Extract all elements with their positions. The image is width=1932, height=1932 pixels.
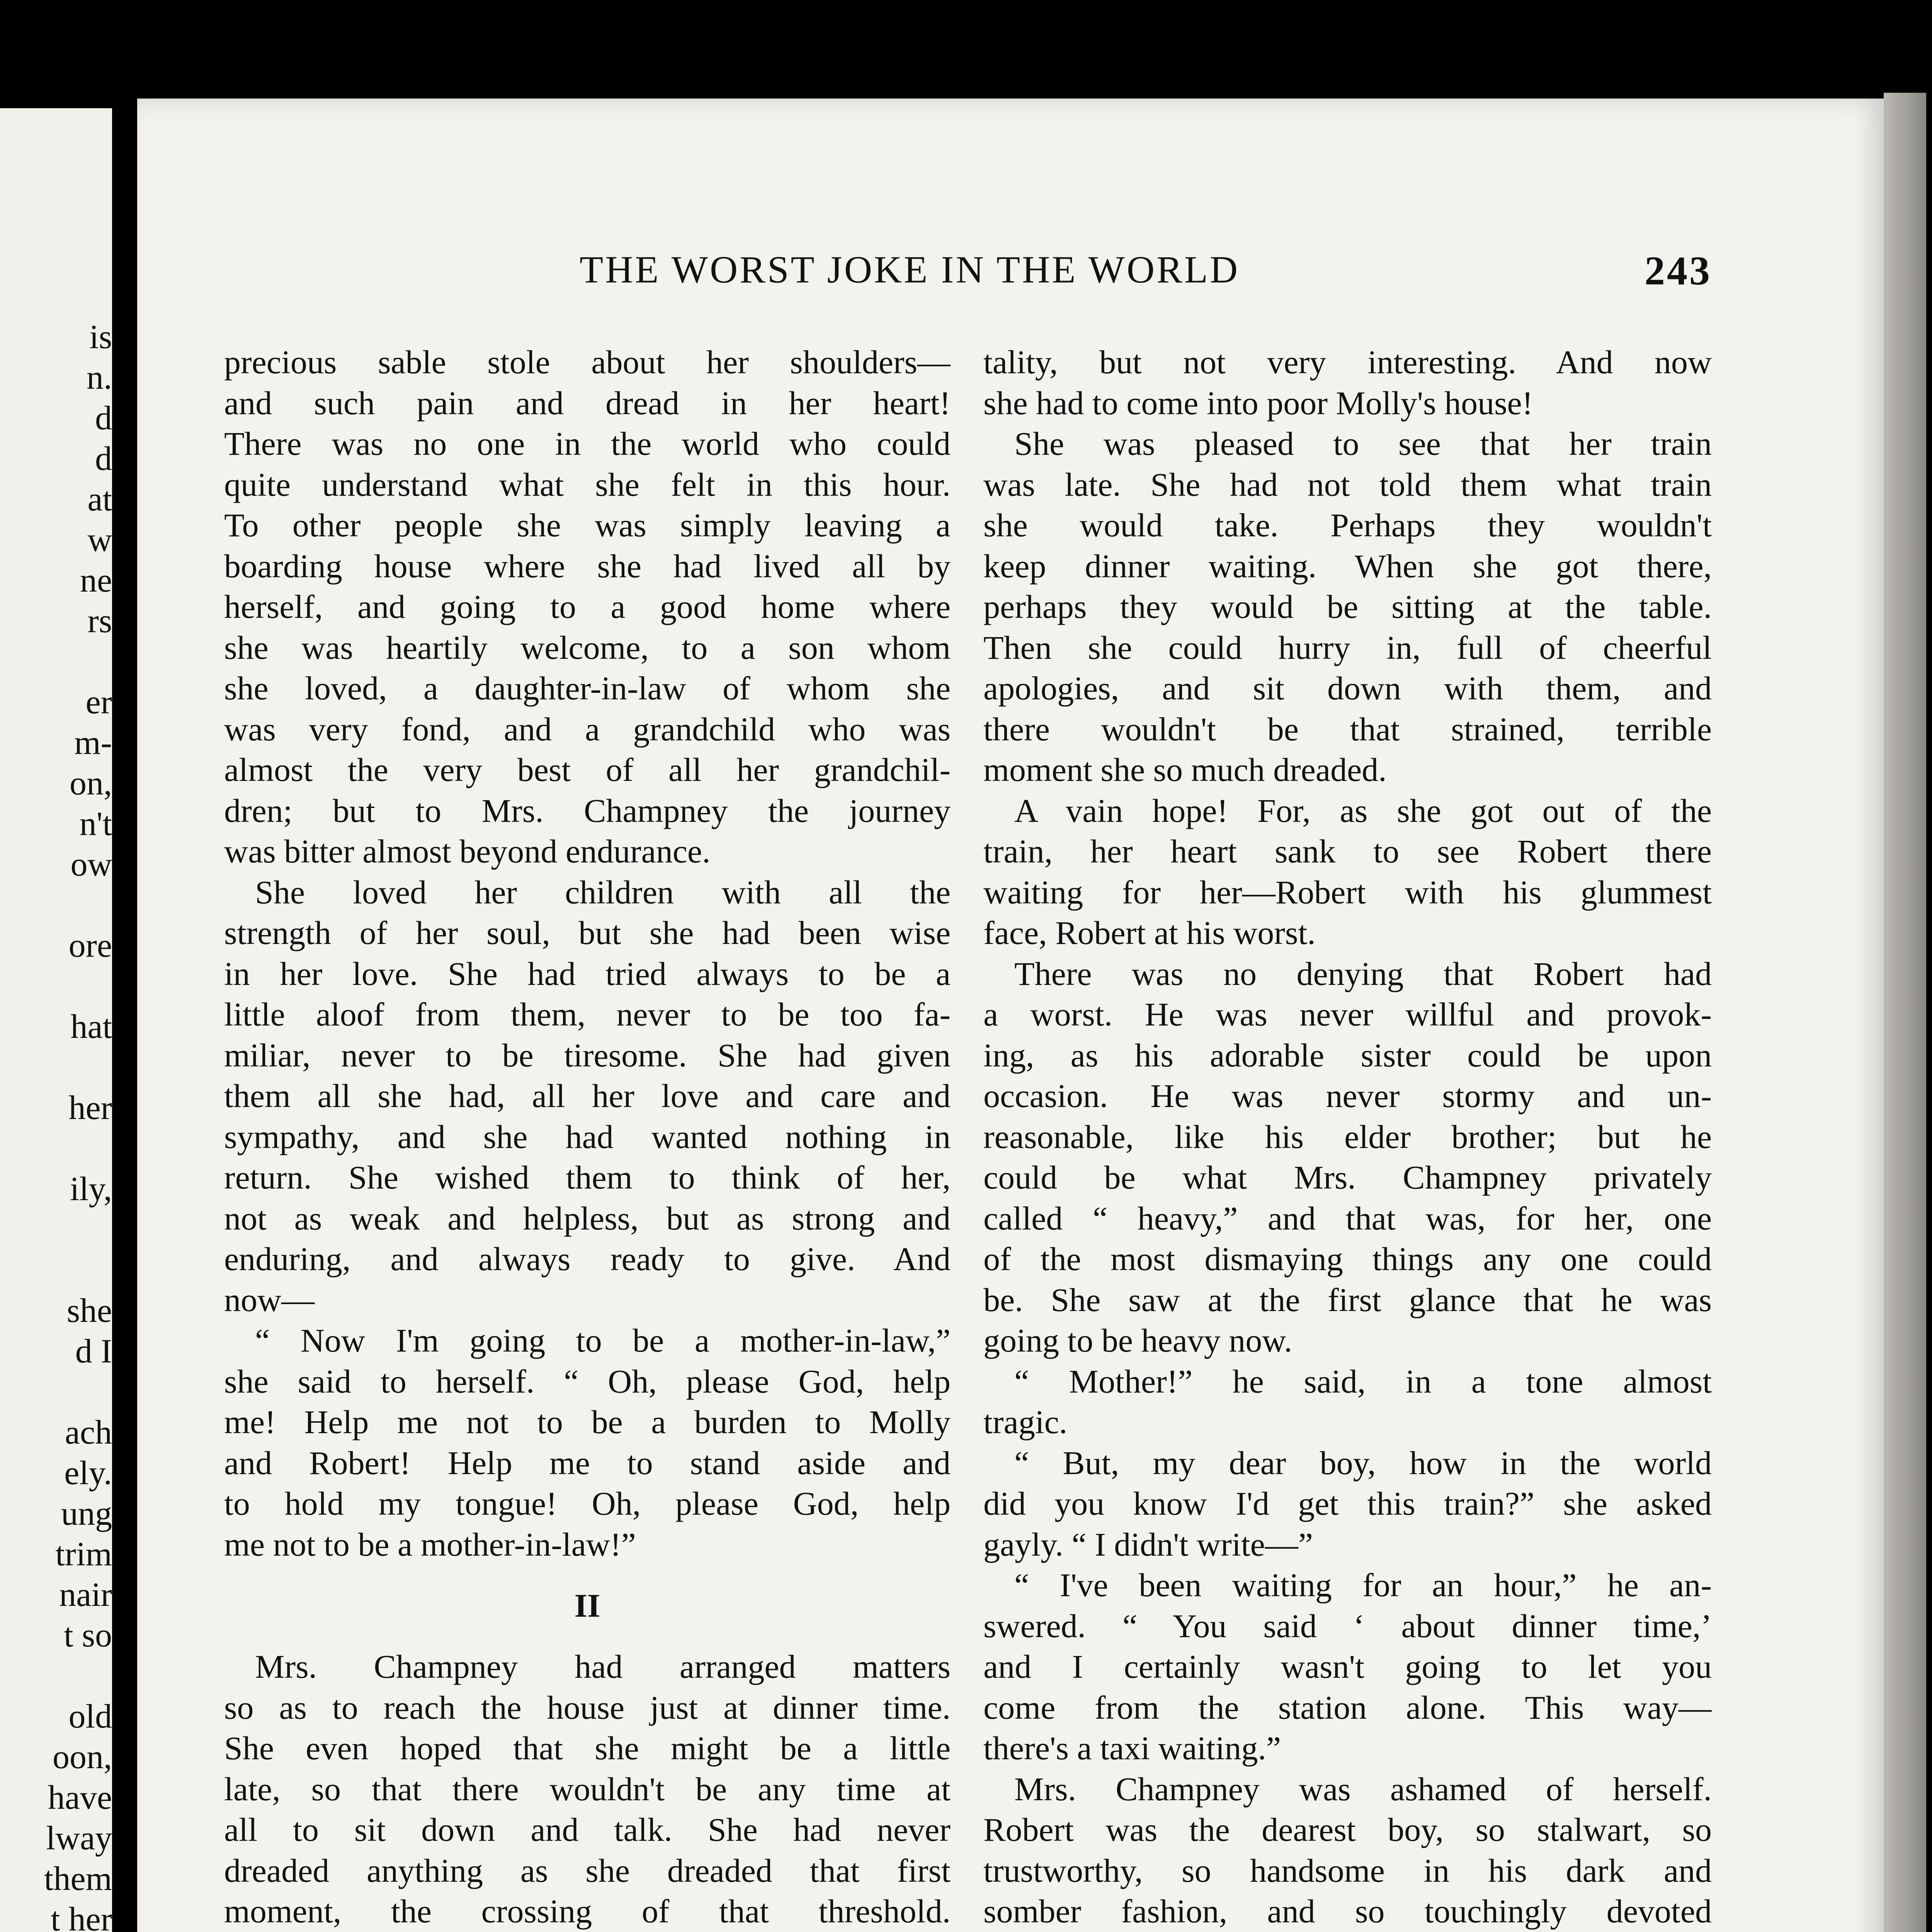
text-line: A vain hope! For, as she got out of the [1014, 792, 1712, 829]
text-line: To other people she was simply leaving a [224, 507, 951, 544]
text-line: Mrs. Champney was ashamed of herself. [1014, 1770, 1712, 1808]
running-title: THE WORST JOKE IN THE WORLD [580, 248, 1240, 291]
previous-page-fragment: is [89, 318, 112, 356]
text-line: moment she so much dreaded. [983, 751, 1387, 788]
previous-page-fragment: ow [70, 846, 112, 883]
previous-page-fragment: trim [55, 1536, 112, 1573]
text-line: Mrs. Champney had arranged matters [255, 1648, 951, 1685]
text-line: to hold my tongue! Oh, please God, help [224, 1485, 951, 1522]
section-heading: II [574, 1587, 600, 1624]
text-line: quite understand what she felt in this hour. [224, 466, 951, 503]
text-line: me! Help me not to be a burden to Molly [224, 1403, 951, 1440]
text-line: waiting for her—Robert with his glummest [983, 873, 1712, 911]
previous-page-fragment: old [68, 1698, 112, 1735]
text-line: not as weak and helpless, but as strong and [224, 1199, 951, 1237]
previous-page-fragment [0, 966, 112, 1007]
text-line: come from the station alone. This way— [983, 1689, 1712, 1726]
text-line: keep dinner waiting. When she got there, [983, 547, 1712, 585]
text-line: and such pain and dread in her heart! [224, 384, 951, 422]
text-line: sympathy, and she had wanted nothing in [224, 1118, 951, 1155]
text-line: she said to herself. “ Oh, please God, help [224, 1362, 951, 1400]
previous-page-fragment: d I [75, 1333, 112, 1370]
text-line: dren; but to Mrs. Champney the journey [224, 792, 951, 829]
text-line: precious sable stole about her shoulders— [224, 344, 951, 381]
text-line: swered. “ You said ‘ about dinner time,’ [983, 1607, 1712, 1645]
text-line: dreaded anything as she dreaded that first [224, 1852, 951, 1889]
text-line: she would take. Perhaps they wouldn't [983, 507, 1712, 544]
text-line: “ Mother!” he said, in a tone almost [1014, 1362, 1712, 1400]
left-column [224, 342, 951, 1932]
text-line: she loved, a daughter-in-law of whom she [224, 670, 951, 707]
previous-page-fragment [0, 1128, 112, 1169]
text-line: “ Now I'm going to be a mother-in-law,” [255, 1322, 951, 1359]
text-line: trustworthy, so handsome in his dark and [983, 1852, 1712, 1889]
text-line: little aloof from them, never to be too fa- [224, 996, 951, 1033]
previous-page-fragment: ach [65, 1414, 112, 1451]
text-line: There was no one in the world who could [224, 425, 951, 462]
previous-page-fragment: have [48, 1779, 112, 1816]
text-line: all to sit down and talk. She had never [224, 1811, 951, 1848]
text-line: somber fashion, and so touchingly devoted [983, 1893, 1712, 1930]
previous-page-text [0, 317, 112, 1932]
text-line: was late. She had not told them what train [983, 466, 1712, 503]
text-line: called “ heavy,” and that was, for her, one [983, 1199, 1712, 1237]
text-line: me not to be a mother-in-law!” [224, 1526, 636, 1563]
book-gutter [112, 0, 139, 1932]
text-line: gayly. “ I didn't write—” [983, 1526, 1313, 1563]
previous-page-fragment: w [87, 521, 112, 559]
text-line: did you know I'd get this train?” she asked [983, 1485, 1712, 1522]
text-line: “ But, my dear boy, how in the world [1014, 1444, 1712, 1481]
text-line: tragic. [983, 1403, 1068, 1440]
previous-page-fragment [0, 1656, 112, 1696]
previous-page-fragment: lway [46, 1820, 112, 1857]
text-line: late, so that there wouldn't be any time at [224, 1770, 951, 1808]
previous-page-fragment: oon, [53, 1738, 112, 1776]
text-line: there's a taxi waiting.” [983, 1730, 1281, 1767]
text-line: herself, and going to a good home where [224, 588, 951, 625]
previous-page-fragment: ore [68, 927, 112, 964]
text-line: she was heartily welcome, to a son whom [224, 629, 951, 666]
previous-page-fragment: rs [87, 602, 112, 640]
text-line: miliar, never to be tiresome. She had given [224, 1036, 951, 1074]
previous-page-fragment: n't [79, 805, 112, 843]
previous-page-edge [0, 108, 112, 1932]
text-line: face, Robert at his worst. [983, 914, 1316, 951]
page-number: 243 [1645, 248, 1712, 293]
text-line: so as to reach the house just at dinner time. [224, 1689, 951, 1726]
previous-page-fragment [0, 885, 112, 925]
text-line: there wouldn't be that strained, terrible [983, 710, 1712, 748]
previous-page-fragment: her [68, 1089, 112, 1127]
previous-page-fragment: t so [64, 1617, 112, 1654]
previous-page-fragment [0, 641, 112, 682]
text-line: could be what Mrs. Champney privately [983, 1159, 1712, 1196]
text-line: strength of her soul, but she had been wise [224, 914, 951, 951]
previous-page-fragment [0, 1372, 112, 1412]
previous-page-fragment: m- [74, 724, 112, 762]
text-line: “ I've been waiting for an hour,” he an- [1014, 1566, 1712, 1604]
text-line: ing, as his adorable sister could be upon [983, 1036, 1712, 1074]
text-line: of the most dismaying things any one could [983, 1240, 1712, 1277]
previous-page-fragment: ily, [70, 1170, 112, 1208]
text-line: them all she had, all her love and care and [224, 1077, 951, 1114]
page-header [580, 247, 1712, 305]
text-line: was bitter almost beyond endurance. [224, 833, 711, 870]
text-line: enduring, and always ready to give. And [224, 1240, 951, 1277]
previous-page-fragment: ung [61, 1495, 112, 1532]
text-line: going to be heavy now. [983, 1322, 1293, 1359]
text-line: perhaps they would be sitting at the table. [983, 588, 1712, 625]
previous-page-fragment: d [95, 440, 112, 478]
previous-page-fragment: hat [70, 1008, 112, 1046]
text-line: occasion. He was never stormy and un- [983, 1077, 1712, 1114]
previous-page-fragment: she [66, 1292, 112, 1330]
text-line: a worst. He was never willful and provok- [983, 996, 1712, 1033]
text-line: was very fond, and a grandchild who was [224, 710, 951, 748]
text-line: reasonable, like his elder brother; but he [983, 1118, 1712, 1155]
text-line: in her love. She had tried always to be a [224, 955, 951, 992]
previous-page-fragment: nair [59, 1576, 112, 1614]
previous-page-fragment [0, 1209, 112, 1250]
previous-page-fragment: n. [87, 359, 112, 396]
text-line: she had to come into poor Molly's house! [983, 384, 1533, 422]
previous-page-fragment [0, 1047, 112, 1088]
text-line: She was pleased to see that her train [1014, 425, 1712, 462]
text-line: train, her heart sank to see Robert there [983, 833, 1712, 870]
page-edge-shadow [1884, 93, 1926, 1932]
previous-page-fragment: ne [80, 562, 112, 599]
previous-page-fragment: er [85, 684, 112, 721]
text-line: moment, the crossing of that threshold. [224, 1893, 951, 1930]
previous-page-fragment: t her [51, 1901, 112, 1932]
text-line: She even hoped that she might be a little [224, 1730, 951, 1767]
text-line: tality, but not very interesting. And now [983, 344, 1712, 381]
text-line: return. She wished them to think of her, [224, 1159, 951, 1196]
right-column [983, 342, 1712, 1932]
text-line: She loved her children with all the [255, 873, 951, 911]
previous-page-fragment: ely. [64, 1454, 112, 1492]
text-line: be. She saw at the first glance that he was [983, 1281, 1712, 1318]
previous-page-fragment: d [95, 400, 112, 437]
text-line: almost the very best of all her grandchil- [224, 751, 951, 788]
previous-page-fragment: on, [70, 765, 112, 802]
text-line: and I certainly wasn't going to let you [983, 1648, 1712, 1685]
text-line: apologies, and sit down with them, and [983, 670, 1712, 707]
previous-page-fragment: at [87, 481, 112, 518]
text-line: There was no denying that Robert had [1014, 955, 1712, 992]
text-line: Then she could hurry in, full of cheerful [983, 629, 1712, 666]
text-line: Robert was the dearest boy, so stalwart, so [983, 1811, 1712, 1848]
previous-page-fragment [0, 1250, 112, 1291]
previous-page-fragment: them [44, 1860, 112, 1898]
text-line: now— [224, 1281, 315, 1318]
text-line: and Robert! Help me to stand aside and [224, 1444, 951, 1481]
text-line: boarding house where she had lived all by [224, 547, 951, 585]
